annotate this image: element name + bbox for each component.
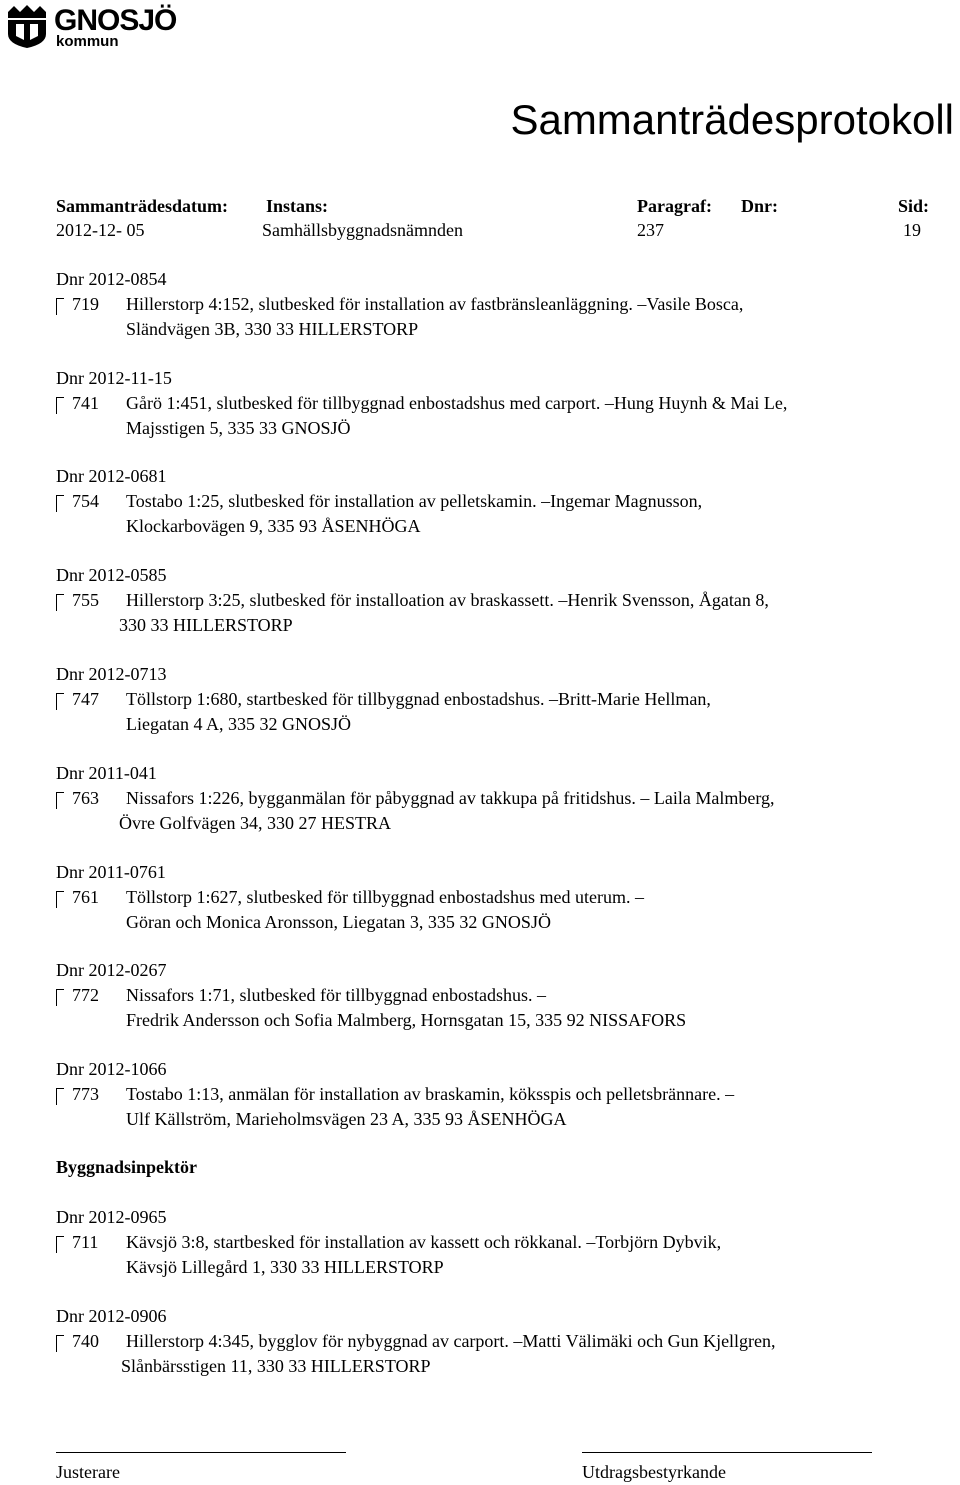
entry-text: Nissafors 1:71, slutbesked för tillbyggnad enbostadshus. – xyxy=(126,985,546,1005)
signature-line-right xyxy=(582,1452,872,1453)
section-heading: Byggnadsinpektör xyxy=(56,1157,198,1177)
header-label-page: Sid: xyxy=(898,196,930,216)
municipality-logo xyxy=(4,4,177,50)
page-title: Sammanträdesprotokoll xyxy=(510,96,954,143)
entry-bracket xyxy=(56,495,64,512)
entry-bracket xyxy=(56,1088,64,1105)
entry-text: Gårö 1:451, slutbesked för tillbyggnad enbostadshus med carport. –Hung Huynh & Mai Le, xyxy=(126,393,788,413)
entry-continuation: Ulf Källström, Marieholmsvägen 23 A, 335 93 ÅSENHÖGA xyxy=(126,1109,567,1129)
entry-bracket xyxy=(56,1335,64,1352)
entry-text: Nissafors 1:226, bygganmälan för påbyggnad av takkupa på fritidshus. – Laila Malmberg, xyxy=(126,788,775,808)
entry-continuation: Klockarbovägen 9, 335 93 ÅSENHÖGA xyxy=(126,516,421,536)
entry-number: 772 xyxy=(72,985,99,1005)
entry-continuation: Liegatan 4 A, 335 32 GNOSJÖ xyxy=(126,714,351,734)
entry-text: Töllstorp 1:627, slutbesked för tillbyggnad enbostadshus med uterum. – xyxy=(126,887,644,907)
entry-number: 741 xyxy=(72,393,99,413)
entry-text: Hillerstorp 4:152, slutbesked för installation av fastbränsleanläggning. –Vasile Bosca, xyxy=(126,294,744,314)
entry-continuation: Slånbärsstigen 11, 330 33 HILLERSTORP xyxy=(121,1356,431,1376)
entry-bracket xyxy=(56,594,64,611)
entry-dnr: Dnr 2011-0761 xyxy=(56,862,166,882)
header-label-instance: Instans: xyxy=(266,196,329,216)
entry-continuation: Kävsjö Lillegård 1, 330 33 HILLERSTORP xyxy=(126,1257,444,1277)
entry-text: Tostabo 1:13, anmälan för installation av braskamin, köksspis och pelletsbrännare. – xyxy=(126,1084,735,1104)
entry-continuation: Majsstigen 5, 335 33 GNOSJÖ xyxy=(126,418,351,438)
entry-bracket xyxy=(56,989,64,1006)
logo-subtitle: kommun xyxy=(56,33,119,50)
header-label-date: Sammanträdesdatum: xyxy=(56,196,229,216)
entry-bracket xyxy=(56,298,64,315)
header-label-paragraph: Paragraf: xyxy=(637,196,712,216)
entry-bracket xyxy=(56,397,64,414)
entry-number: 761 xyxy=(72,887,99,907)
entry-dnr: Dnr 2012-1066 xyxy=(56,1059,167,1079)
entry-dnr: Dnr 2012-0854 xyxy=(56,269,167,289)
entry-dnr: Dnr 2012-0713 xyxy=(56,664,167,684)
logo-name: GNOSJÖ xyxy=(54,4,177,37)
signature-line-left xyxy=(56,1452,346,1453)
entry-text: Hillerstorp 3:25, slutbesked för installoation av braskassett. –Henrik Svensson, Ågatan 8, xyxy=(126,590,769,610)
entry-bracket xyxy=(56,1236,64,1253)
header-label-dnr: Dnr: xyxy=(741,196,778,216)
header-value-paragraph: 237 xyxy=(637,220,664,240)
entry-dnr: Dnr 2012-0267 xyxy=(56,960,167,980)
entry-text: Tostabo 1:25, slutbesked för installation av pelletskamin. –Ingemar Magnusson, xyxy=(126,491,703,511)
entry-bracket xyxy=(56,792,64,809)
entry-dnr: Dnr 2011-041 xyxy=(56,763,157,783)
footer-justerare: Justerare xyxy=(56,1462,120,1482)
header-value-date: 2012-12- 05 xyxy=(56,220,145,240)
entry-number: 754 xyxy=(72,491,99,511)
entry-dnr: Dnr 2012-11-15 xyxy=(56,368,172,388)
entry-dnr: Dnr 2012-0585 xyxy=(56,565,167,585)
footer-utdragsbestyrkande: Utdragsbestyrkande xyxy=(582,1462,726,1482)
entry-dnr: Dnr 2012-0965 xyxy=(56,1207,167,1227)
entry-dnr: Dnr 2012-0906 xyxy=(56,1306,167,1326)
entry-number: 755 xyxy=(72,590,99,610)
entry-continuation: Fredrik Andersson och Sofia Malmberg, Hornsgatan 15, 335 92 NISSAFORS xyxy=(126,1010,687,1030)
entry-number: 740 xyxy=(72,1331,99,1351)
entry-continuation: Göran och Monica Aronsson, Liegatan 3, 335 32 GNOSJÖ xyxy=(126,912,551,932)
entry-number: 773 xyxy=(72,1084,99,1104)
entry-dnr: Dnr 2012-0681 xyxy=(56,466,167,486)
entry-continuation: Sländvägen 3B, 330 33 HILLERSTORP xyxy=(126,319,419,339)
header-value-page: 19 xyxy=(903,220,921,240)
entry-number: 747 xyxy=(72,689,99,709)
entry-number: 711 xyxy=(72,1232,99,1252)
entry-text: Töllstorp 1:680, startbesked för tillbyggnad enbostadshus. –Britt-Marie Hellman, xyxy=(126,689,711,709)
entry-text: Hillerstorp 4:345, bygglov för nybyggnad av carport. –Matti Välimäki och Gun Kjellgren, xyxy=(126,1331,776,1351)
entry-bracket xyxy=(56,891,64,908)
entry-bracket xyxy=(56,693,64,710)
crown-shield-emblem-icon xyxy=(4,4,50,48)
entry-text: Kävsjö 3:8, startbesked för installation av kassett och rökkanal. –Torbjörn Dybvik, xyxy=(126,1232,722,1252)
entry-continuation: 330 33 HILLERSTORP xyxy=(119,615,293,635)
entry-continuation: Övre Golfvägen 34, 330 27 HESTRA xyxy=(119,813,391,833)
entry-number: 763 xyxy=(72,788,99,808)
header-value-instance: Samhällsbyggnadsnämnden xyxy=(262,220,463,240)
entry-number: 719 xyxy=(72,294,99,314)
